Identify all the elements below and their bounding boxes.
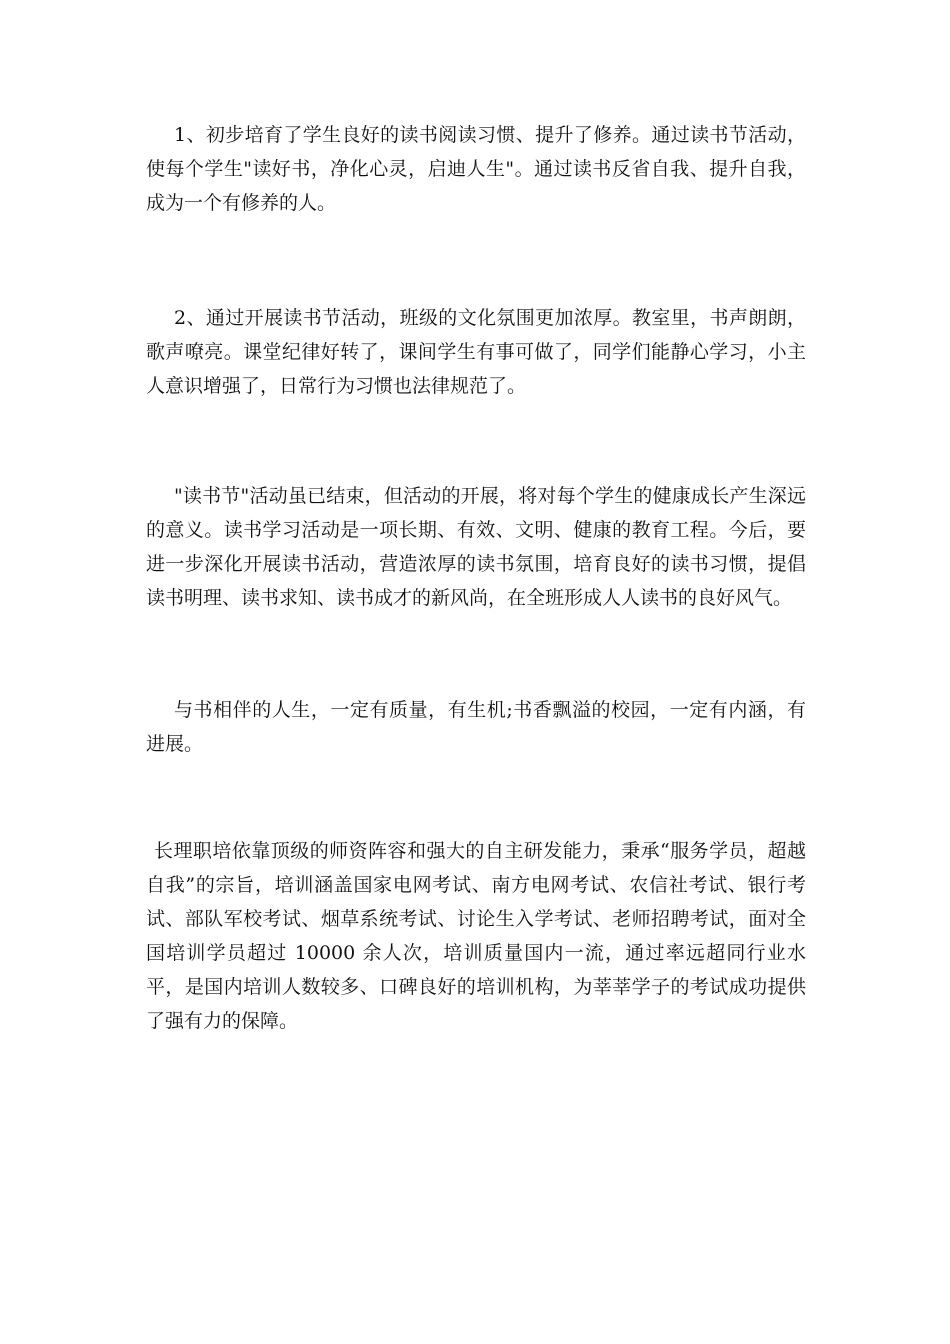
- paragraph-result-1: 1、初步培育了学生良好的读书阅读习惯、提升了修养。通过读书节活动，使每个学生"读好书，净化心灵，启迪人生"。通过读书反省自我、提升自我，成为一个有修养的人。: [146, 124, 806, 214]
- paragraph-conclusion: "读书节"活动虽已结束，但活动的开展，将对每个学生的健康成长产生深远的意义。读书学习活动是一项长期、有效、文明、健康的教育工程。今后，要进一步深化开展读书活动，营造浓厚的读书氛围，培育良好的读书习惯，提倡读书明理、读书求知、读书成才的新风尚，在全班形成人人读书的良好风气。: [146, 485, 806, 609]
- paragraph-result-2: 2、通过开展读书节活动，班级的文化氛围更加浓厚。教室里，书声朗朗，歌声嘹亮。课堂纪律好转了，课间学生有事可做了，同学们能静心学习，小主人意识增强了，日常行为习惯也法律规范了。: [146, 307, 806, 397]
- paragraph-advertisement: 长理职培依靠顶级的师资阵容和强大的自主研发能力，秉承“服务学员，超越自我”的宗旨，培训涵盖国家电网考试、南方电网考试、农信社考试、银行考试、部队军校考试、烟草系统考试、讨论生入学考试、老师招聘考试，面对全国培训学员超过 10000 余人次，培训质量国内一流，通过率远超同行业水平，是国内培训人数较多、口碑良好的培训机构，为莘莘学子的考试成功提供了强有力的保障。: [146, 840, 806, 1032]
- paragraph-closing: 与书相伴的人生，一定有质量，有生机;书香飘溢的校园，一定有内涵，有进展。: [146, 699, 806, 755]
